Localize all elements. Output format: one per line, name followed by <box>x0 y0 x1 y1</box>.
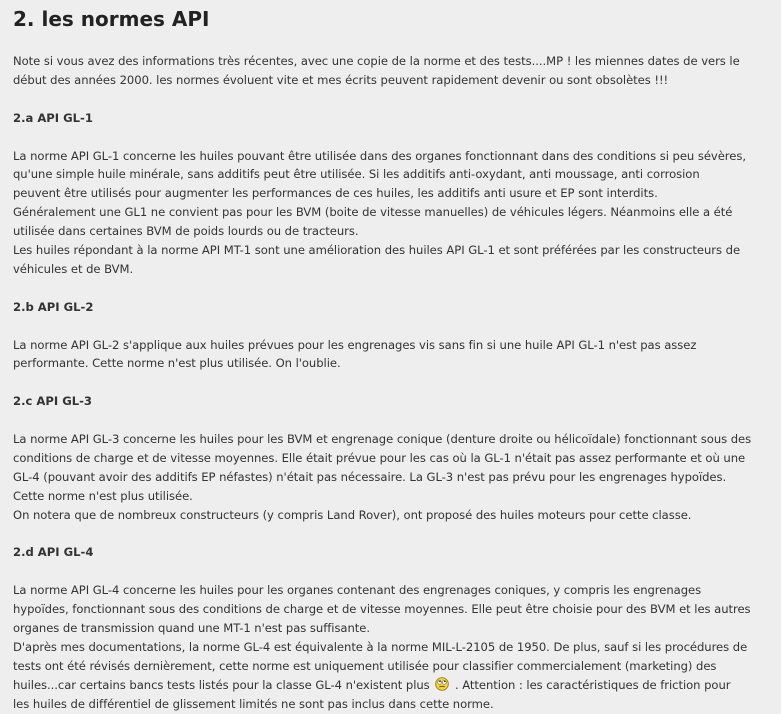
section-body-gl1 <box>13 147 769 279</box>
text-line: Généralement une GL1 ne convient pas pour les BVM (boite de vitesse manuelles) de véhicules légers. Néanmoins elle a été <box>13 205 733 220</box>
text-line: huiles...car certains bancs tests listés pour la classe GL-4 n'existent plus <box>13 677 430 692</box>
text-line: performante. Cette norme n'est plus utilisée. On l'oublie. <box>13 356 341 371</box>
text-line: peuvent être utilisés pour augmenter les performances de ces huiles, les additifs anti usure et EP sont interdits. <box>13 186 658 201</box>
text-line: organes de transmission quand une MT-1 n'est pas suffisante. <box>13 621 370 636</box>
text-line: On notera que de nombreux constructeurs (y compris Land Rover), ont proposé des huiles moteurs pour cette classe. <box>13 507 692 522</box>
text-line: qu'une simple huile minérale, sans additifs peut être utilisée. Si les additifs anti-oxydant, anti moussage, anti corrosion <box>13 167 700 182</box>
text-line: conditions de charge et de vitesse moyennes. Elle était prévue pour les cas où la GL-1 n'était pas assez performante et où une <box>13 450 746 465</box>
text-line: Les huiles répondant à la norme API MT-1 sont une amélioration des huiles API GL-1 et sont préférées par les constructeurs de <box>13 243 741 258</box>
intro-line: début des années 2000. les normes évoluent vite et mes écrits peuvent rapidement devenir ou sont obsolètes !!! <box>13 72 669 87</box>
section-heading-gl4: 2.d API GL-4 <box>13 545 94 560</box>
text-line: les huiles de différentiel de glissement limités ne sont pas inclus dans cette norme. <box>13 696 494 711</box>
text-line: utilisée dans certaines BVM de poids lourds ou de tracteurs. <box>13 224 359 239</box>
intro-paragraph <box>13 52 769 90</box>
text-line: GL-4 (pouvant avoir des additifs EP néfastes) n'était pas nécessaire. La GL-3 n'est pas prévu pour les engrenages hypoïdes. <box>13 469 727 484</box>
text-line: La norme API GL-4 concerne les huiles pour les organes contenant des engrenages coniques, y compris les engrenages <box>13 583 702 598</box>
text-line: hypoïdes, fonctionnant sous des conditions de charge et de vitesse moyennes. Elle peut être choisie pour des BVM et les autres <box>13 602 751 617</box>
section-heading-gl2: 2.b API GL-2 <box>13 299 94 314</box>
section-body-gl2 <box>13 336 769 374</box>
page-title: 2. les normes API <box>13 7 210 31</box>
text-line: La norme API GL-2 s'applique aux huiles prévues pour les engrenages vis sans fin si une huile API GL-1 n'est pas assez <box>13 337 697 352</box>
text-line: La norme API GL-3 concerne les huiles pour les BVM et engrenage conique (denture droite ou hélicoïdale) fonctionnant sous des <box>13 432 752 447</box>
section-heading-gl1: 2.a API GL-1 <box>13 110 93 125</box>
rolling-eyes-smiley-icon <box>435 677 449 691</box>
text-line: . Attention : les caractéristiques de friction pour <box>454 677 731 692</box>
text-line: véhicules et de BVM. <box>13 261 134 276</box>
section-body-gl3 <box>13 430 769 525</box>
section-heading-gl3: 2.c API GL-3 <box>13 394 92 409</box>
intro-line: Note si vous avez des informations très récentes, avec une copie de la norme et des tests....MP ! les miennes dates de vers le <box>13 54 740 68</box>
section-body-gl4 <box>13 581 769 713</box>
text-line: tests ont été révisés dernièrement, cette norme est uniquement utilisée pour classifier commercialement (marketing) des <box>13 658 717 673</box>
text-line: D'après mes documentations, la norme GL-4 est équivalente à la norme MIL-L-2105 de 1950. De plus, sauf si les procédures de <box>13 639 748 654</box>
text-line: La norme API GL-1 concerne les huiles pouvant être utilisée dans des organes fonctionnant dans des conditions si peu sévères, <box>13 148 746 163</box>
text-line: Cette norme n'est plus utilisée. <box>13 488 193 503</box>
